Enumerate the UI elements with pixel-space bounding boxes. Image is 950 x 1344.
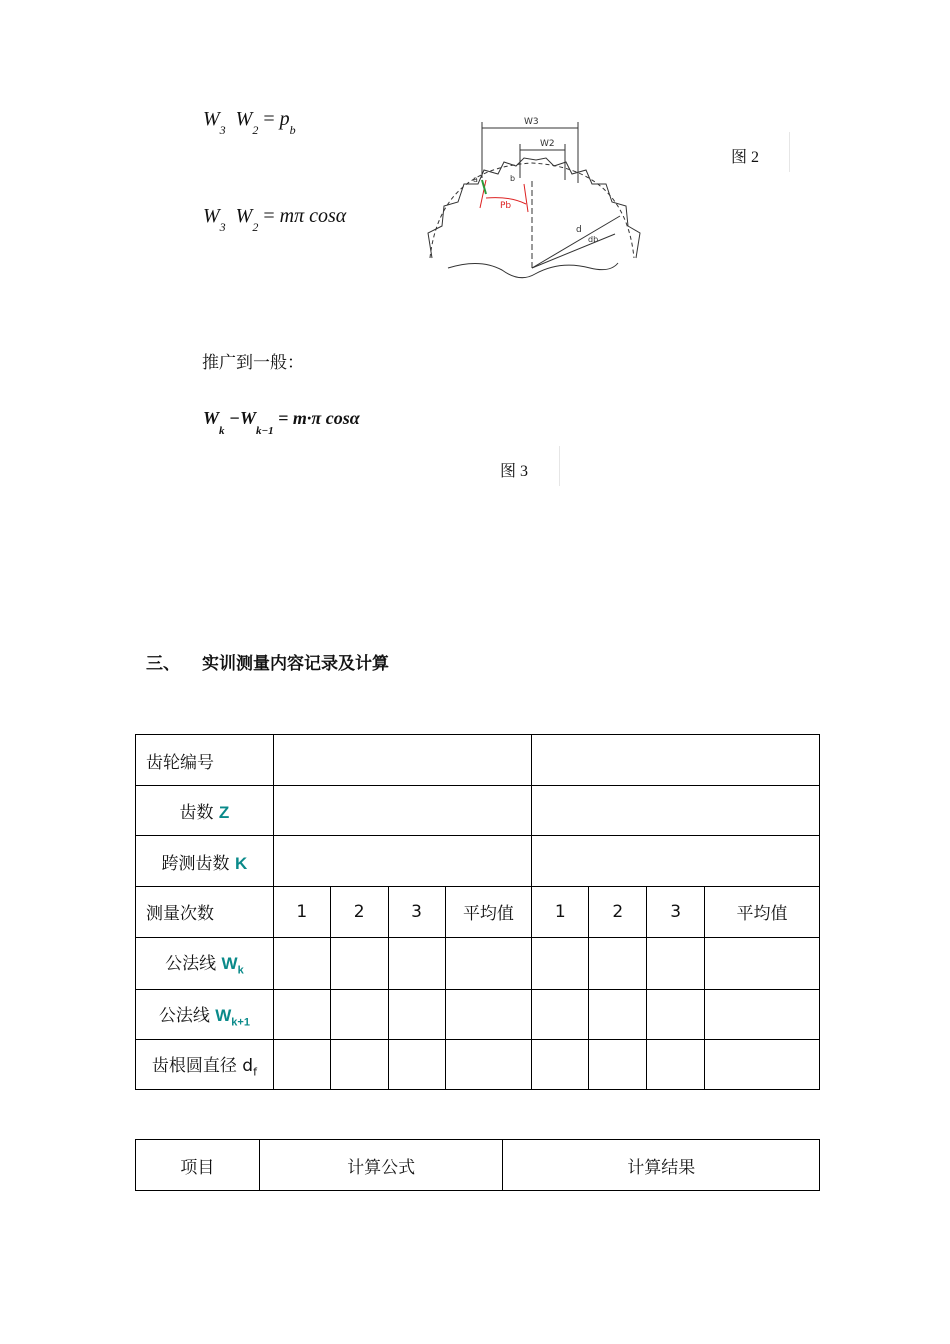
table-row [136,836,820,887]
span-teeth-cell-1[interactable] [273,836,532,887]
formula-header: 计算公式 [259,1140,503,1191]
wk1-label: 公法线 $W_{k+1}$ [136,989,274,1039]
gear-number-cell-1[interactable] [273,735,532,786]
table-row [136,1039,820,1089]
result-header: 计算结果 [503,1140,820,1191]
gear-number-label: 齿轮编号 [136,735,274,786]
w2-label: W2 [540,139,555,149]
table-cell[interactable] [705,989,820,1039]
table-cell[interactable] [647,989,705,1039]
table-cell[interactable] [273,1039,330,1089]
section-title: 实训测量内容记录及计算 [202,654,389,674]
table-cell[interactable] [273,989,330,1039]
wk-label: 公法线 $W_k$ [136,937,274,989]
table-row [136,735,820,786]
item-header: 项目 [136,1140,260,1191]
formula-w3-w2-mpi: $W_3$ $W_2 = m\pi$ cosα [203,205,347,234]
column-header: 2 [589,887,647,937]
table-cell[interactable] [589,1039,647,1089]
column-header: 1 [273,887,330,937]
column-header: 3 [388,887,445,937]
table-cell[interactable] [647,937,705,989]
table-cell[interactable] [330,1039,388,1089]
teeth-count-label: 齿数 Z [136,786,274,836]
a-label: a [473,175,478,184]
calculation-table [135,1139,820,1191]
table-row [136,989,820,1039]
generalize-label: 推广到一般： [202,353,304,373]
root-diameter-label: 齿根圆直径 $d_f$ [136,1039,274,1089]
table-cell[interactable] [445,1039,532,1089]
formula-w3-w2-pb: $W_3$ $W_2 = p_b$ [203,108,296,137]
table-row [136,1140,820,1191]
formula-general: $W_k -W_{k-1} = m\cdot\pi$ cosα [203,408,360,437]
b-label: b [510,174,516,183]
table-cell[interactable] [445,989,532,1039]
column-header: 平均值 [705,887,820,937]
teeth-count-cell-2[interactable] [532,786,820,836]
gear-diagram [420,108,645,288]
table-row [136,937,820,989]
table-cell[interactable] [589,937,647,989]
table-cell[interactable] [388,937,445,989]
table-cell[interactable] [647,1039,705,1089]
figure-2-caption: 图 2 [731,149,760,166]
figure-3-caption: 图 3 [500,463,529,480]
teeth-count-cell-1[interactable] [273,786,532,836]
figure-3-divider [559,446,560,486]
measurement-table [135,734,820,1090]
table-cell[interactable] [532,1039,589,1089]
table-cell[interactable] [532,989,589,1039]
d-label: d [576,225,582,235]
figure-2-divider [789,132,790,172]
column-header: 3 [647,887,705,937]
table-row [136,786,820,836]
db-label: db [588,235,599,244]
table-cell[interactable] [532,937,589,989]
measurement-count-label: 测量次数 [136,887,274,937]
span-teeth-label: 跨测齿数 K [136,836,274,887]
table-cell[interactable] [705,937,820,989]
pb-label: Pb [500,201,512,211]
table-cell[interactable] [388,989,445,1039]
span-teeth-cell-2[interactable] [532,836,820,887]
column-header: 1 [532,887,589,937]
column-header: 平均值 [445,887,532,937]
table-cell[interactable] [445,937,532,989]
table-cell[interactable] [705,1039,820,1089]
table-cell[interactable] [330,937,388,989]
column-header: 2 [330,887,388,937]
w3-label: W3 [524,117,539,127]
table-cell[interactable] [330,989,388,1039]
table-cell[interactable] [388,1039,445,1089]
section-number: 三、 [146,654,180,674]
table-row [136,887,820,937]
gear-number-cell-2[interactable] [532,735,820,786]
table-cell[interactable] [273,937,330,989]
table-cell[interactable] [589,989,647,1039]
